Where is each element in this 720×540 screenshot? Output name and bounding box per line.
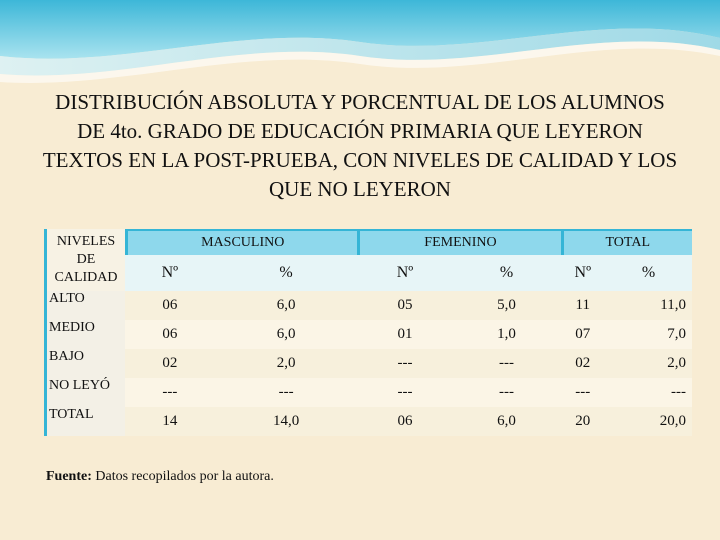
group-header-femenino: FEMENINO bbox=[357, 229, 560, 255]
table-cell: 6,0 bbox=[215, 291, 358, 320]
source-label: Fuente: bbox=[46, 469, 92, 484]
row-label: TOTAL bbox=[44, 407, 125, 436]
table-cell: 14,0 bbox=[215, 407, 358, 436]
table-cell: 07 bbox=[561, 320, 606, 349]
source-note bbox=[46, 469, 274, 485]
table-row bbox=[44, 291, 692, 320]
table-cell: 06 bbox=[125, 291, 215, 320]
table-cell: 05 bbox=[357, 291, 452, 320]
subheader-cell: % bbox=[605, 255, 692, 291]
table-row bbox=[44, 349, 692, 378]
subheader-cell: % bbox=[215, 255, 358, 291]
subheader-cell: Nº bbox=[125, 255, 215, 291]
page-title: DISTRIBUCIÓN ABSOLUTA Y PORCENTUAL DE LOS ALUMNOS DE 4to. GRADO DE EDUCACIÓN PRIMARIA QUE LEYERON TEXTOS EN LA POST-PRUEBA, CON NIVELES DE CALIDAD Y LOS QUE NO LEYERON bbox=[42, 90, 678, 201]
table-row bbox=[44, 320, 692, 349]
table-cell: 14 bbox=[125, 407, 215, 436]
subheader-cell: Nº bbox=[561, 255, 606, 291]
table-cell: 02 bbox=[561, 349, 606, 378]
row-label: ALTO bbox=[44, 291, 125, 320]
table-cell: --- bbox=[453, 378, 561, 407]
table-group-header-row bbox=[44, 229, 692, 255]
corner-header-niveles: NIVELES DE CALIDAD bbox=[44, 229, 125, 291]
table-cell: 2,0 bbox=[605, 349, 692, 378]
table-cell: 6,0 bbox=[453, 407, 561, 436]
row-label: MEDIO bbox=[44, 320, 125, 349]
table-cell: --- bbox=[453, 349, 561, 378]
table-cell: 20 bbox=[561, 407, 606, 436]
table-cell: 11 bbox=[561, 291, 606, 320]
table-cell: --- bbox=[605, 378, 692, 407]
group-header-masculino: MASCULINO bbox=[125, 229, 357, 255]
distribution-table bbox=[44, 229, 692, 436]
table-cell: --- bbox=[561, 378, 606, 407]
table-cell: 2,0 bbox=[215, 349, 358, 378]
table-cell: 6,0 bbox=[215, 320, 358, 349]
table-cell: 01 bbox=[357, 320, 452, 349]
table-cell: 06 bbox=[357, 407, 452, 436]
table-cell: --- bbox=[357, 349, 452, 378]
table-cell: 7,0 bbox=[605, 320, 692, 349]
subheader-cell: % bbox=[453, 255, 561, 291]
table-cell: 11,0 bbox=[605, 291, 692, 320]
table-cell: 20,0 bbox=[605, 407, 692, 436]
row-label: NO LEYÓ bbox=[44, 378, 125, 407]
table-cell: 06 bbox=[125, 320, 215, 349]
table-subheader-row bbox=[44, 255, 692, 291]
table-row-total bbox=[44, 407, 692, 436]
group-header-total: TOTAL bbox=[561, 229, 692, 255]
decorative-wave-header bbox=[0, 0, 720, 90]
table-row bbox=[44, 378, 692, 407]
table-cell: --- bbox=[125, 378, 215, 407]
row-label: BAJO bbox=[44, 349, 125, 378]
table-cell: 5,0 bbox=[453, 291, 561, 320]
table-cell: 02 bbox=[125, 349, 215, 378]
table-cell: --- bbox=[215, 378, 358, 407]
source-text: Datos recopilados por la autora. bbox=[91, 469, 274, 484]
table-cell: 1,0 bbox=[453, 320, 561, 349]
table-cell: --- bbox=[357, 378, 452, 407]
subheader-cell: Nº bbox=[357, 255, 452, 291]
